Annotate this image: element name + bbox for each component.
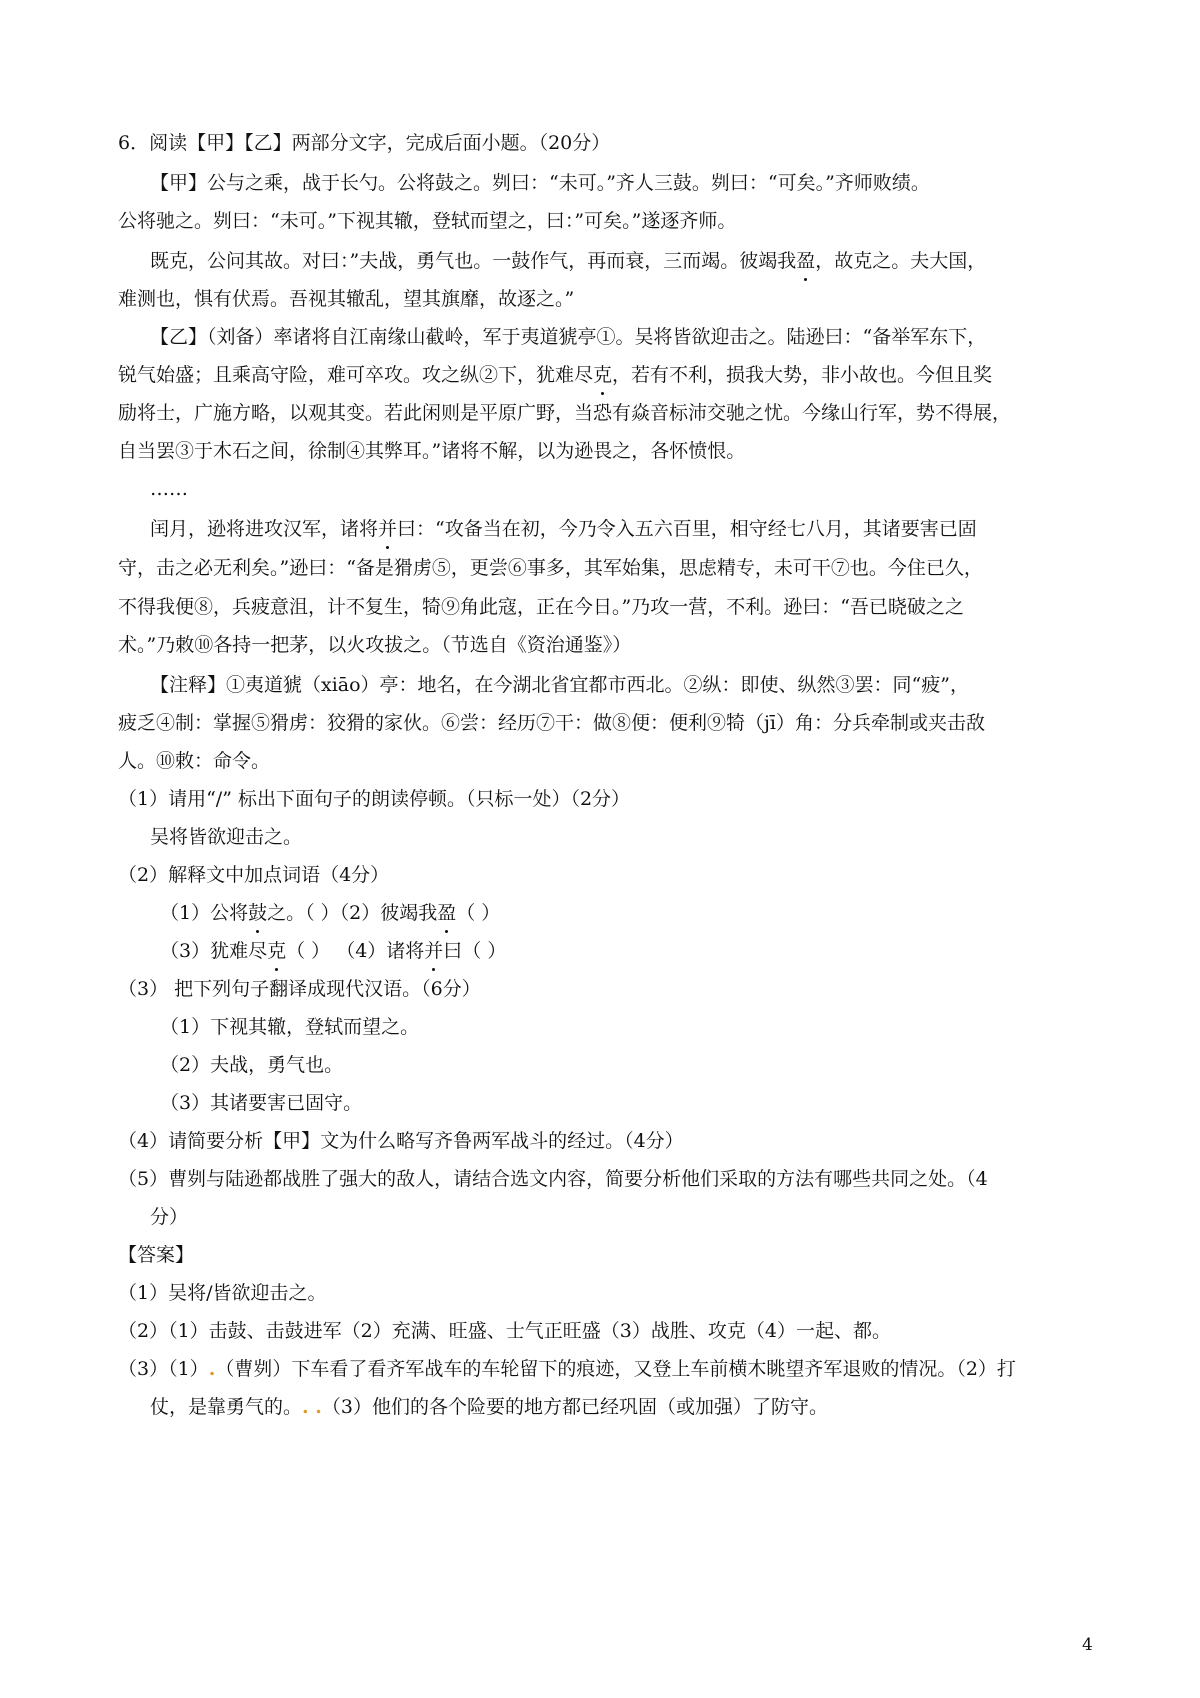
yi2-line-1 [150, 516, 1130, 542]
jia-line-1: 【甲】公与之乘，战于长勺。公将鼓之。刿曰：“未可。”齐人三鼓。刿曰：“可矣。”齐师败绩。 [150, 172, 930, 194]
jia-line-2: 公将驰之。刿曰：“未可。”下视其辙，登轼而望之，曰：”可矣。”遂逐齐师。 [118, 210, 737, 232]
text-segment: （1）公将 [160, 902, 249, 924]
text-segment: ，若有不利，损我大势，非小故也。今但且奖 [612, 364, 993, 386]
text-segment: 仗，是靠勇气的。 [150, 1396, 303, 1418]
yi2-line-2: 守，击之必无利矣。”逊曰：“备是猾虏⑤，更尝⑥事多，其军始集，思虑精专，未可干⑦也。今住已久， [118, 557, 983, 579]
orange-mark: . [208, 1358, 216, 1380]
subquestion-4: （4）请简要分析【甲】文为什么略写齐鲁两军战斗的经过。（4分） [118, 1130, 684, 1152]
note-line-3: 人。⑩敕：命令。 [118, 750, 271, 772]
yi-line-2 [118, 362, 1098, 388]
ellipsis: …… [150, 478, 188, 500]
dotted-word: 鼓 [248, 902, 268, 924]
dotted-word: 盈 [437, 902, 457, 924]
text-segment: （3）（1） [118, 1358, 209, 1380]
text-segment: 曰：“攻备当在初，今乃令入五六百里，相守经七八月，其诸要害已固 [397, 518, 977, 540]
subquestion-5-line-2: 分） [150, 1206, 189, 1228]
yi-line-3: 励将士，广施方略，以观其变。若此闲则是平原广野，当恐有焱音标沛交驰之忧。今缘山行军，势不得展， [118, 402, 1012, 424]
answer-1: （1）吴将/皆欲迎击之。 [118, 1282, 327, 1304]
text-segment: 闰月，逊将进攻汉军，诸将 [150, 518, 379, 540]
note-line-1: 【注释】①夷道猇（xiāo）亭：地名，在今湖北省宜都市西北。②纵：即使、纵然③罢：同“疲”， [150, 674, 969, 696]
subquestion-2-items-b [160, 938, 1140, 964]
subquestion-1-sentence: 吴将皆欲迎击之。 [150, 826, 303, 848]
text-segment: ，故克之。夫大国， [815, 250, 987, 272]
yi-line-4: 自当罢③于木石之间，徐制④其弊耳。”诸将不解，以为逊畏之，各怀愤恨。 [118, 440, 746, 462]
subquestion-3-item-2: （2）夫战，勇气也。 [160, 1054, 344, 1076]
jia-p2-line-1 [150, 248, 1130, 274]
jia-p2-line-2: 难测也，惧有伏焉。吾视其辙乱，望其旗靡，故逐之。” [118, 288, 575, 310]
yi-line-1: 【乙】（刘备）率诸将自江南缘山截岭，军于夷道猇亭①。吴将皆欲迎击之。陆逊曰：“备举军东下， [150, 326, 987, 348]
text-segment: （3）他们的各个险要的地方都已经巩固（或加强）了防守。 [321, 1396, 828, 1418]
note-line-2: 疲乏④制：掌握⑤猾虏：狡猾的家伙。⑥尝：经历⑦干：做⑧便：便利⑨犄（jī）角：分兵牵制或夹击敌 [118, 712, 985, 734]
text-segment: 既克，公问其故。对曰：”夫战，勇气也。一鼓作气，再而衰，三而竭。彼竭我 [150, 250, 797, 272]
answer-3-line-2 [150, 1394, 1130, 1420]
text-segment: 锐气始盛；且乘高守险，难可卒攻。攻之纵②下，犹难尽 [118, 364, 594, 386]
dotted-word: 克 [267, 940, 287, 962]
subquestion-2-items-a [160, 900, 1140, 926]
answer-2: （2）（1）击鼓、击鼓进军（2）充满、旺盛、士气正旺盛（3）战胜、攻克（4）一起、都。 [118, 1320, 891, 1342]
subquestion-1: （1）请用“/” 标出下面句子的朗读停顿。（只标一处）（2分） [118, 788, 631, 810]
yi2-line-3: 不得我便⑧，兵疲意沮，计不复生，犄⑨角此寇，正在今日。”乃攻一营，不利。逊曰：“吾已晓破之之 [118, 596, 964, 618]
text-segment: （3）犹难尽 [160, 940, 268, 962]
dotted-word: 并 [378, 518, 398, 540]
text-segment: （曹刿）下车看了看齐军战车的车轮留下的痕迹，又登上车前横木眺望齐军退败的情况。（2）打 [215, 1358, 1016, 1380]
subquestion-3-item-3: （3）其诸要害已固守。 [160, 1092, 363, 1114]
orange-mark: . . [302, 1396, 322, 1418]
text-segment: 曰（ ） [443, 940, 507, 962]
subquestion-5-line-1: （5）曹刿与陆逊都战胜了强大的敌人，请结合选文内容，简要分析他们采取的方法有哪些共同之处。（4 [118, 1168, 988, 1190]
subquestion-3-item-1: （1）下视其辙，登轼而望之。 [160, 1016, 420, 1038]
question-header: 6．阅读【甲】【乙】两部分文字，完成后面小题。（20分） [118, 132, 611, 154]
text-segment: （ ） （4）诸将 [286, 940, 425, 962]
dotted-word: 盈 [796, 250, 816, 272]
text-segment: （ ） [456, 902, 501, 924]
subquestion-2: （2）解释文中加点词语（4分） [118, 864, 390, 886]
subquestion-3: （3） 把下列句子翻译成现代汉语。（6分） [118, 978, 481, 1000]
yi2-line-4: 术。”乃敕⑩各持一把茅，以火攻拔之。（节选自《资治通鉴》） [118, 634, 632, 656]
dotted-word: 克 [593, 364, 613, 386]
dotted-word: 并 [424, 940, 444, 962]
page-number: 4 [1082, 1635, 1093, 1655]
text-segment: 之。（ ）（2）彼竭我 [267, 902, 438, 924]
answer-title: 【答案】 [118, 1244, 195, 1266]
answer-3-line-1 [118, 1356, 1098, 1382]
